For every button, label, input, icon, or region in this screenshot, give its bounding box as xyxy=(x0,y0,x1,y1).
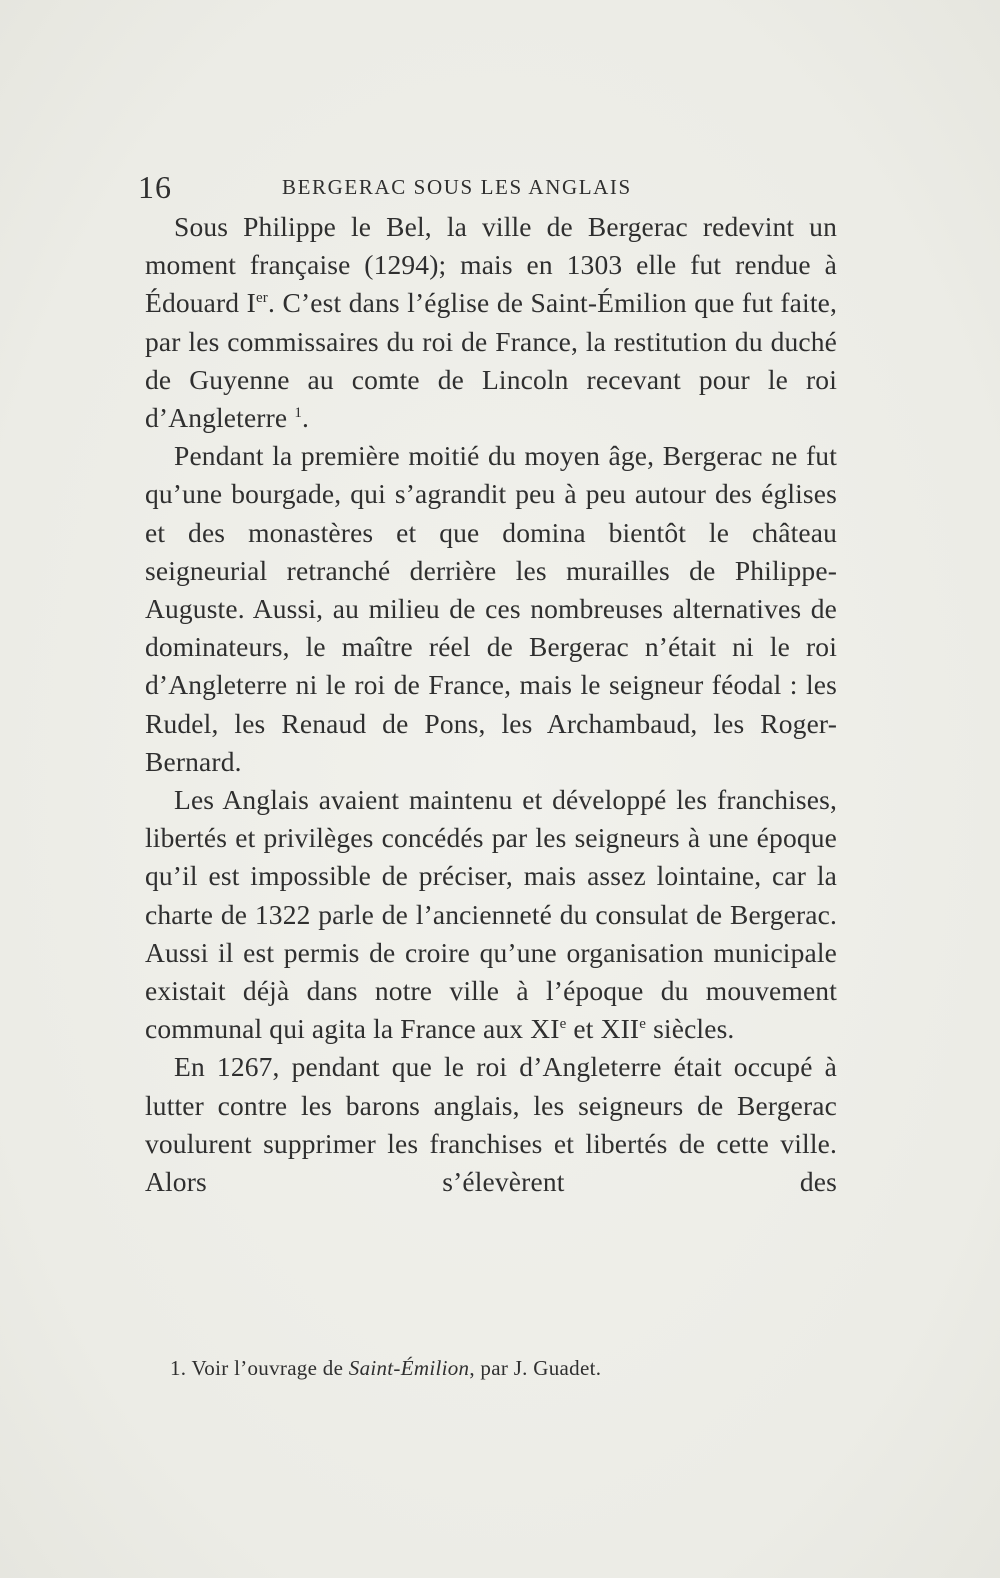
paragraph-1-text-middle: . C’est dans l’église de Saint-Émilion que fut faite, par les commissaires du roi de France, la restitution du duché de Guyenne au comte de Lincoln recevant pour le roi d’Angleterre xyxy=(145,287,837,434)
paragraph-3-text-end: siècles. xyxy=(646,1013,735,1045)
footnote-number: 1. xyxy=(170,1356,187,1380)
century-xii: XII xyxy=(600,1013,640,1045)
ordinal-superscript: er xyxy=(256,290,268,307)
body-text xyxy=(145,208,837,1201)
paragraph-3 xyxy=(145,781,837,1048)
century-xi: XI xyxy=(530,1013,560,1045)
footnote xyxy=(170,1353,830,1383)
century-xi-superscript: e xyxy=(559,1016,567,1033)
paragraph-2: Pendant la première moitié du moyen âge, Bergerac ne fut qu’une bourgade, qui s’agrandit peu à peu autour des églises et des monastères et que domina bientôt le château seigneurial retranché derrière les murailles de Philippe-Auguste. Aussi, au milieu de ces nombreuses alternatives de dominateurs, le maître réel de Bergerac n’était ni le roi d’Angleterre ni le roi de France, mais le seigneur féodal : les Rudel, les Renaud de Pons, les Archambaud, les Roger-Bernard. xyxy=(145,440,837,777)
paragraph-3-text-middle: et xyxy=(566,1013,601,1045)
running-head xyxy=(138,167,838,207)
footnote-text-end: , par J. Guadet. xyxy=(469,1356,602,1380)
century-xii-superscript: e xyxy=(639,1016,647,1033)
paragraph-1 xyxy=(145,208,837,437)
paragraph-3-text-start: Les Anglais avaient maintenu et développé les franchises, libertés et privilèges concédés par les seigneurs à une époque qu’il est impossible de préciser, mais assez lointaine, car la charte de 1322 parle de l’ancienneté du consulat de Bergerac. Aussi il est permis de croire qu’une organisation municipale existait déjà dans notre ville à l’époque du mouvement communal qui agita la France aux xyxy=(145,784,837,1045)
paragraph-1-text-start: Sous Philippe le Bel, la ville de Bergerac redevint un moment française (1294); mais en 1303 elle fut rendue à Édouard I xyxy=(145,211,837,319)
footnote-reference: 1 xyxy=(294,405,302,422)
paragraph-4: En 1267, pendant que le roi d’Angleterre était occupé à lutter contre les barons anglais, les seigneurs de Bergerac voulurent supprimer les franchises et libertés de cette ville. Alors s’élevèrent des xyxy=(145,1051,837,1198)
footnote-book-title: Saint-Émilion xyxy=(348,1356,470,1380)
footnote-text-start: Voir l’ouvrage de xyxy=(191,1356,349,1380)
running-title: BERGERAC SOUS LES ANGLAIS xyxy=(282,175,632,199)
page-number: 16 xyxy=(138,169,172,205)
paragraph-1-text-end: . xyxy=(301,402,309,434)
